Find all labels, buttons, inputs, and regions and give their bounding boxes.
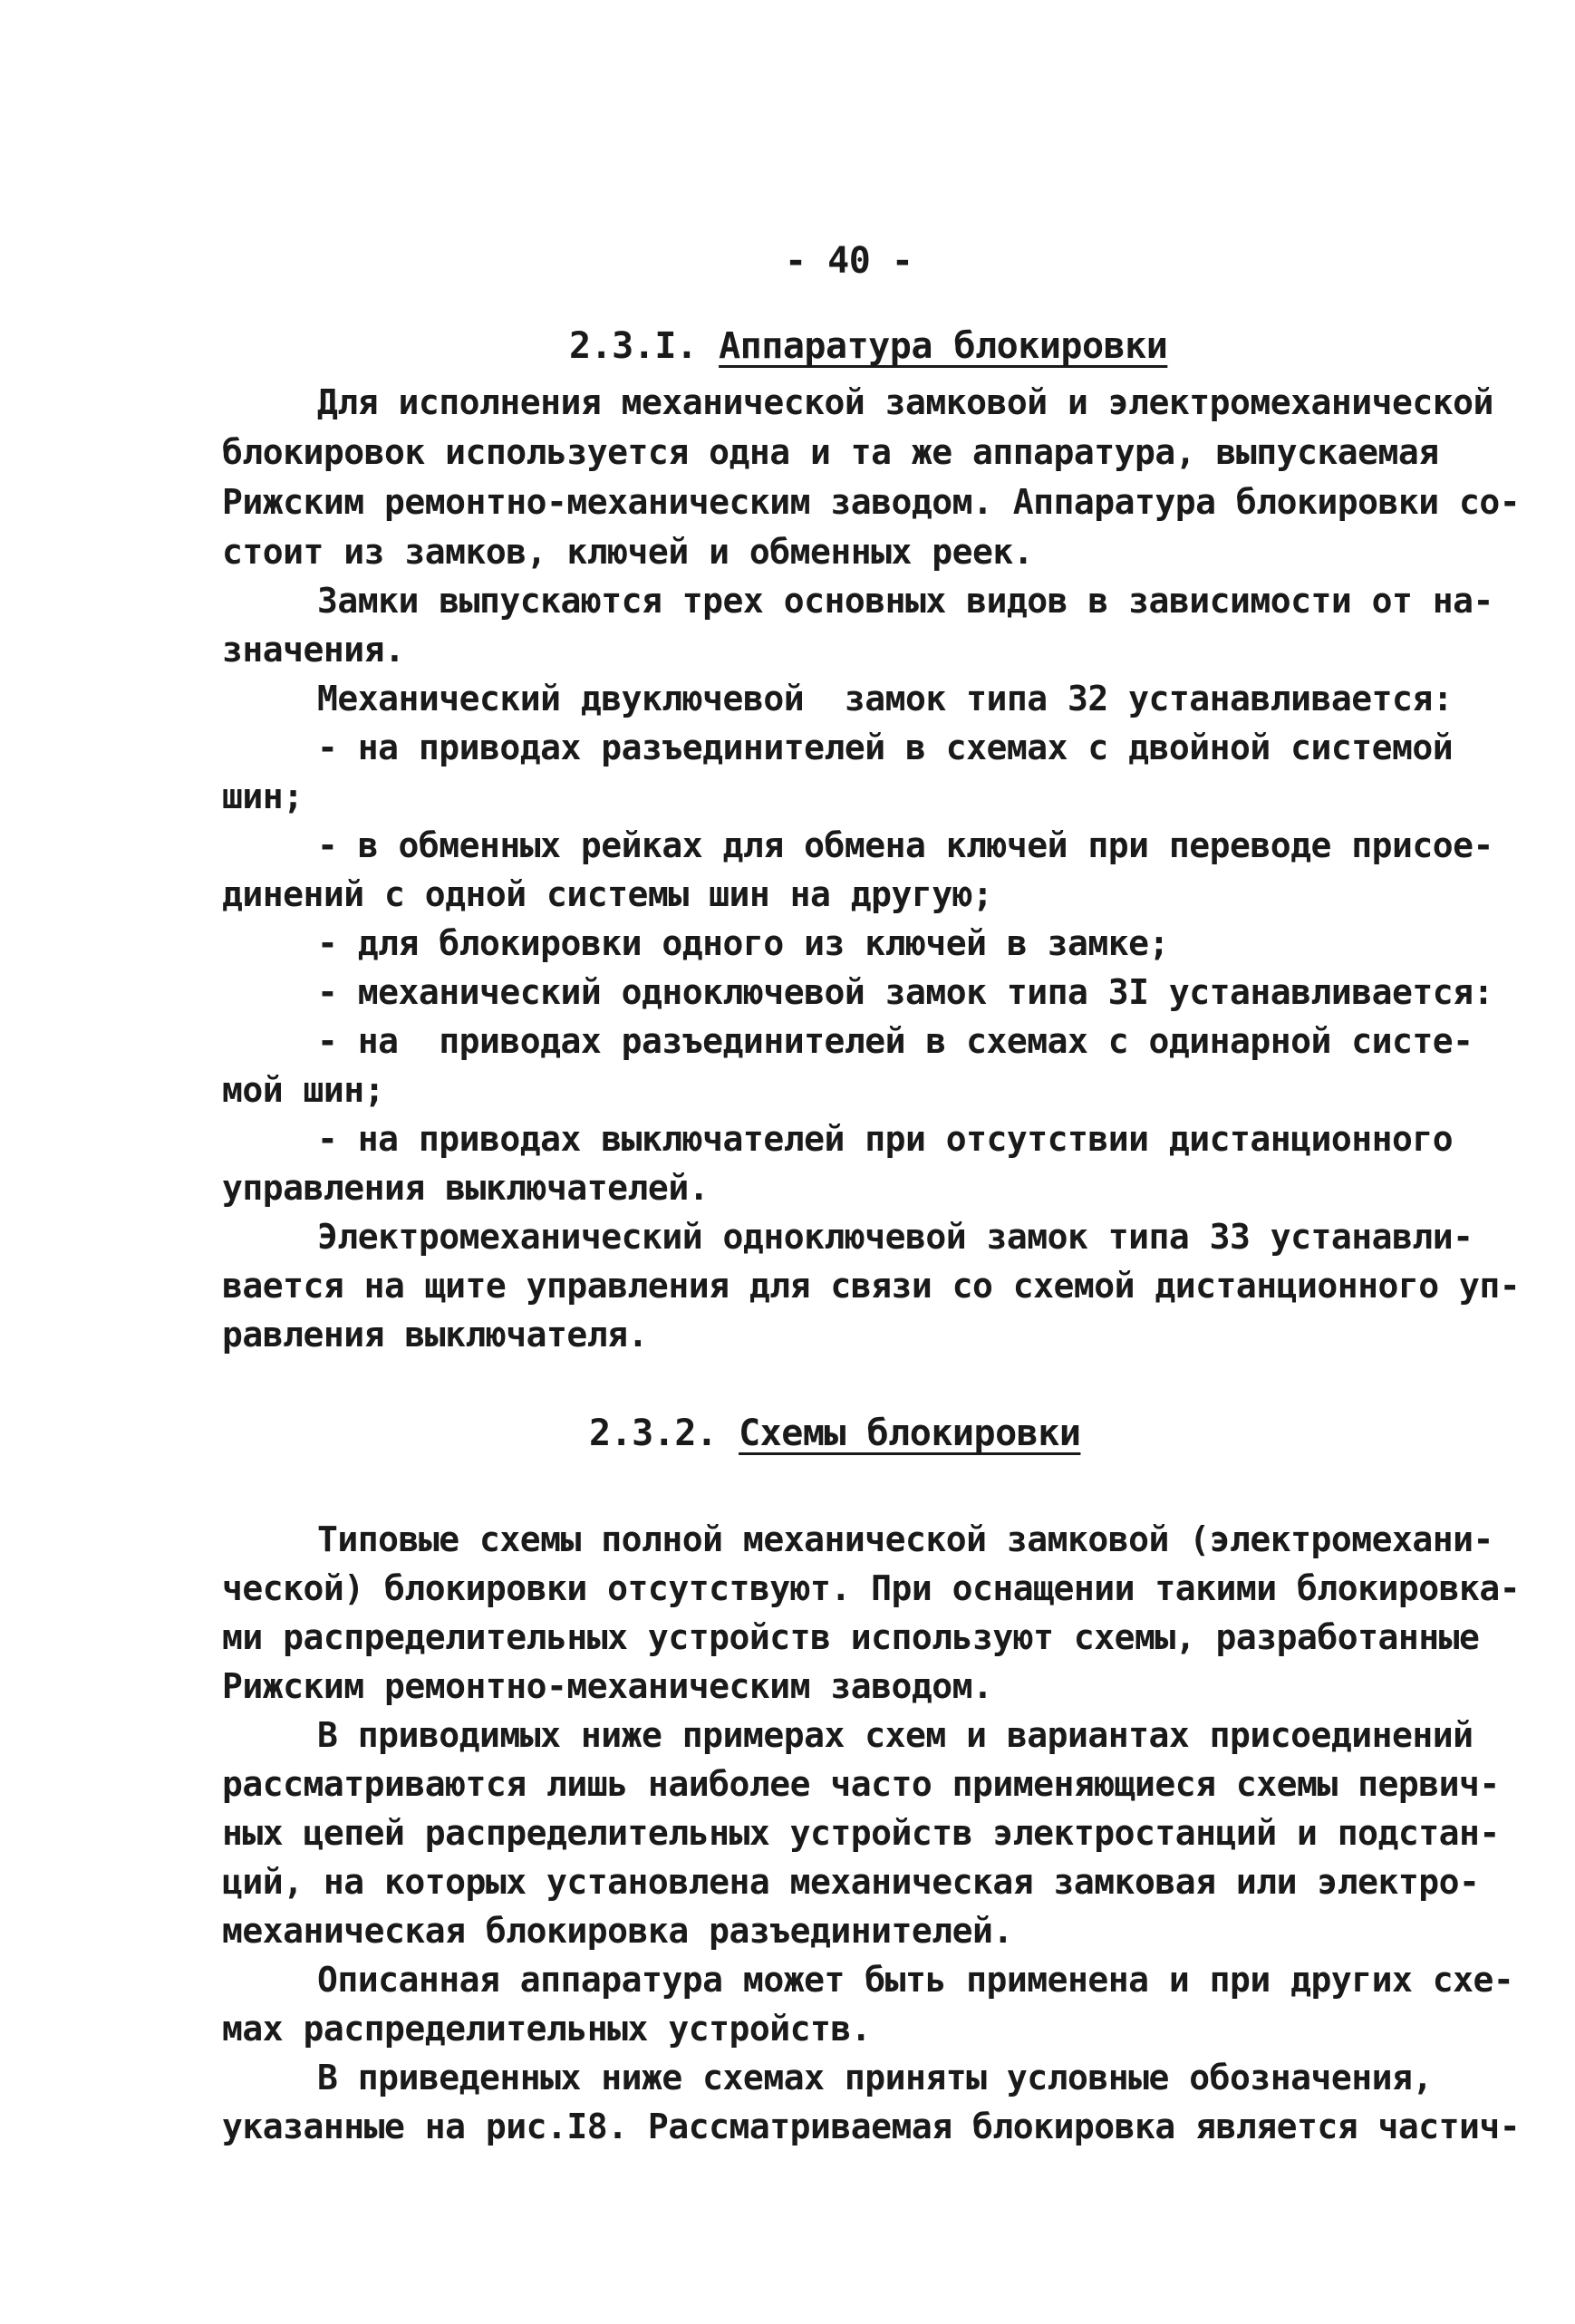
text-line: управления выключателей. (222, 1168, 710, 1208)
text-line: блокировок используется одна и та же аппаратура, выпускаемая (222, 432, 1439, 472)
text-line: шин; (222, 776, 304, 816)
text-line: - в обменных рейках для обмена ключей при переводе присое- (317, 825, 1493, 865)
text-line: Рижским ремонтно-механическим заводом. (222, 1666, 993, 1706)
text-line: стоит из замков, ключей и обменных реек. (222, 532, 1034, 572)
text-line: рассматриваются лишь наиболее часто применяющиеся схемы первич- (222, 1764, 1500, 1804)
section-title-1: Аппаратура блокировки (719, 325, 1168, 367)
text-line: вается на щите управления для связи со схемой дистанционного уп- (222, 1266, 1521, 1306)
text-line: Замки выпускаются трех основных видов в зависимости от на- (317, 581, 1493, 621)
text-line: - на приводах выключателей при отсутствии дистанционного (317, 1119, 1454, 1159)
text-line: Электромеханический одноключевой замок типа 33 устанавли- (317, 1217, 1474, 1257)
text-line: - механический одноключевой замок типа 3I устанавливается: (317, 972, 1493, 1012)
text-line: Рижским ремонтно-механическим заводом. Аппаратура блокировки со- (222, 482, 1521, 522)
text-line: механическая блокировка разъединителей. (222, 1911, 1013, 1951)
section-title-2: Схемы блокировки (739, 1413, 1081, 1454)
text-line: динений с одной системы шин на другую; (222, 874, 993, 914)
text-line: ми распределительных устройств используют схемы, разработанные (222, 1617, 1480, 1657)
text-line: ных цепей распределительных устройств электростанций и подстан- (222, 1813, 1500, 1853)
text-line: Для исполнения механической замковой и электромеханической (317, 382, 1493, 422)
text-line: - для блокировки одного из ключей в замке; (317, 923, 1169, 963)
section-number-1: 2.3.I. (569, 325, 698, 367)
text-line: - на приводах разъединителей в схемах с двойной системой (317, 728, 1454, 767)
text-line: указанные на рис.I8. Рассматриваемая блокировка является частич- (222, 2107, 1521, 2146)
section-heading-2 (589, 1413, 1081, 1454)
section-number-2: 2.3.2. (589, 1413, 718, 1454)
text-line: значения. (222, 630, 405, 670)
text-line: Описанная аппаратура может быть применена и при других схе- (317, 1960, 1514, 2000)
text-line: В приведенных ниже схемах приняты условные обозначения, (317, 2058, 1433, 2097)
text-line: В приводимых ниже примерах схем и вариантах присоединений (317, 1715, 1474, 1755)
text-line: ций, на которых установлена механическая замковая или электро- (222, 1862, 1480, 1902)
text-line: ческой) блокировки отсутствуют. При оснащении такими блокировка- (222, 1568, 1521, 1608)
text-line: мой шин; (222, 1070, 385, 1110)
text-line: мах распределительных устройств. (222, 2009, 872, 2049)
page-number: - 40 - (785, 240, 913, 282)
text-line: Механический двуключевой замок типа 32 устанавливается: (317, 679, 1454, 718)
text-line: равления выключателя. (222, 1315, 648, 1355)
text-line: - на приводах разъединителей в схемах с одинарной систе- (317, 1021, 1474, 1061)
section-heading-1 (569, 325, 1168, 367)
text-line: Типовые схемы полной механической замковой (электромехани- (317, 1519, 1493, 1559)
